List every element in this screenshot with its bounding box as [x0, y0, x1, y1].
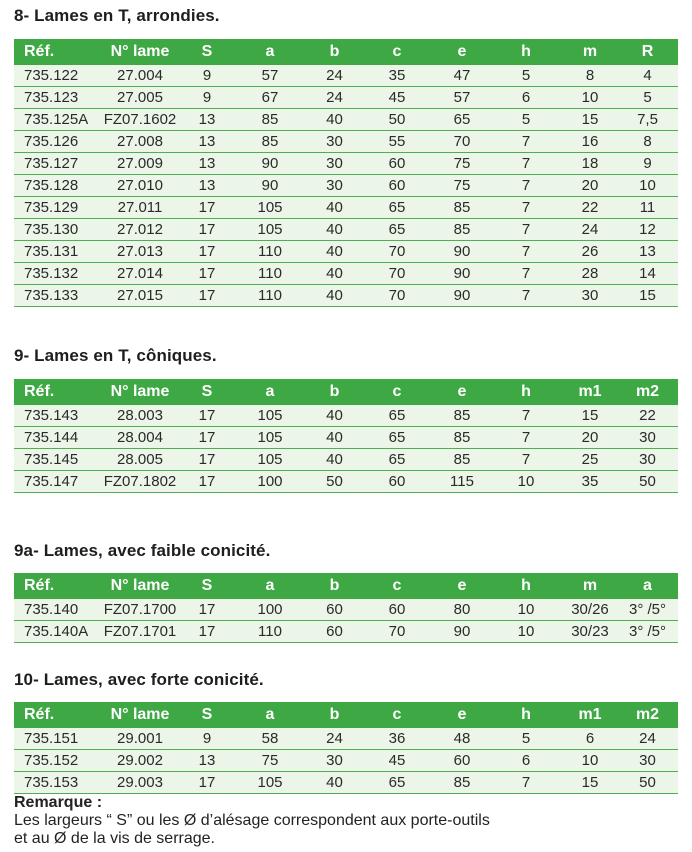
- table-cell: 90: [435, 263, 489, 285]
- table-cell: 7: [489, 405, 563, 427]
- table-cell: 9: [617, 153, 678, 175]
- table-cell: 735.145: [14, 449, 96, 471]
- column-header: e: [457, 577, 467, 594]
- table-cell: 60: [359, 471, 435, 493]
- table-cell: 10: [563, 750, 617, 772]
- table-section-9: [14, 379, 678, 493]
- table-cell: 13: [184, 109, 230, 131]
- table-cell: 10: [617, 175, 678, 197]
- column-header: R: [641, 43, 654, 60]
- table-cell: 90: [435, 621, 489, 643]
- table-cell: 22: [617, 405, 678, 427]
- column-header: N° lame: [110, 706, 170, 723]
- table-cell: 57: [435, 87, 489, 109]
- column-header: N° lame: [110, 43, 170, 60]
- table-cell: 60: [435, 750, 489, 772]
- table-cell: 85: [435, 197, 489, 219]
- section-title: 9a- Lames, avec faible conicité.: [14, 541, 271, 560]
- table-cell: 7: [489, 427, 563, 449]
- table-cell: 13: [184, 750, 230, 772]
- table-row: [14, 728, 678, 750]
- table-cell: 28: [563, 263, 617, 285]
- column-header: b: [329, 43, 340, 60]
- table-cell: 10: [489, 599, 563, 621]
- table-cell: 27.004: [96, 65, 184, 87]
- column-header: N° lame: [110, 383, 170, 400]
- table-cell: 17: [184, 285, 230, 307]
- column-header: e: [457, 706, 467, 723]
- table-cell: 5: [489, 65, 563, 87]
- remark-line: et au Ø de la vis de serrage.: [14, 830, 215, 847]
- table-cell: 40: [310, 405, 359, 427]
- remark-title: Remarque :: [14, 794, 103, 811]
- table-cell: 75: [230, 750, 310, 772]
- column-header: a: [265, 43, 275, 60]
- table-cell: 70: [359, 263, 435, 285]
- table-cell: 30: [617, 427, 678, 449]
- table-cell: 7: [489, 241, 563, 263]
- table-cell: 15: [617, 285, 678, 307]
- table-cell: 17: [184, 599, 230, 621]
- table-cell: 40: [310, 109, 359, 131]
- table-cell: 29.002: [96, 750, 184, 772]
- table-cell: 9: [184, 728, 230, 750]
- table-cell: 65: [359, 405, 435, 427]
- table-cell: 65: [359, 449, 435, 471]
- table-cell: 85: [230, 131, 310, 153]
- table-row: [14, 405, 678, 427]
- table-cell: 65: [359, 427, 435, 449]
- table-cell: 40: [310, 219, 359, 241]
- table-cell: 7: [489, 153, 563, 175]
- table-cell: 65: [359, 197, 435, 219]
- table-cell: 24: [310, 65, 359, 87]
- table-cell: 6: [489, 750, 563, 772]
- column-header: h: [521, 577, 531, 594]
- table-cell: 105: [230, 405, 310, 427]
- table-cell: 15: [563, 109, 617, 131]
- table-cell: 12: [617, 219, 678, 241]
- table-header-row: [14, 39, 678, 65]
- table-cell: 100: [230, 471, 310, 493]
- table-cell: 7,5: [617, 109, 678, 131]
- column-header: S: [201, 43, 213, 60]
- table-cell: 27.010: [96, 175, 184, 197]
- table-cell: 27.013: [96, 241, 184, 263]
- table-cell: 735.131: [14, 241, 96, 263]
- table-cell: 30: [310, 750, 359, 772]
- table-cell: 85: [230, 109, 310, 131]
- table-row: [14, 109, 678, 131]
- table-cell: 40: [310, 197, 359, 219]
- section-title: 9- Lames en T, côniques.: [14, 346, 217, 365]
- table-row: [14, 153, 678, 175]
- table-cell: 3° /5°: [617, 599, 678, 621]
- table-cell: 735.125A: [14, 109, 96, 131]
- table-cell: 50: [617, 772, 678, 794]
- column-header: b: [329, 577, 340, 594]
- table-cell: FZ07.1701: [96, 621, 184, 643]
- table-row: [14, 219, 678, 241]
- table-cell: 735.122: [14, 65, 96, 87]
- column-header: S: [201, 706, 213, 723]
- table-row: [14, 131, 678, 153]
- table-cell: 24: [563, 219, 617, 241]
- table-cell: 70: [359, 285, 435, 307]
- section-title: 10- Lames, avec forte conicité.: [14, 670, 264, 689]
- table-cell: 24: [310, 87, 359, 109]
- table-row: [14, 263, 678, 285]
- table-cell: 60: [310, 621, 359, 643]
- table-cell: 27.012: [96, 219, 184, 241]
- table-cell: 110: [230, 621, 310, 643]
- table-cell: 27.009: [96, 153, 184, 175]
- table-cell: 7: [489, 175, 563, 197]
- table-cell: 50: [310, 471, 359, 493]
- table-cell: 40: [310, 285, 359, 307]
- table-cell: 735.147: [14, 471, 96, 493]
- column-header: S: [201, 577, 213, 594]
- table-cell: 29.001: [96, 728, 184, 750]
- table-cell: 10: [563, 87, 617, 109]
- table-cell: 17: [184, 449, 230, 471]
- table-cell: 8: [563, 65, 617, 87]
- table-cell: 24: [617, 728, 678, 750]
- table-cell: 30: [310, 175, 359, 197]
- table-cell: 17: [184, 427, 230, 449]
- column-header: m1: [578, 706, 602, 723]
- table-cell: 40: [310, 241, 359, 263]
- data-table: [14, 702, 678, 794]
- table-row: [14, 65, 678, 87]
- table-cell: 735.129: [14, 197, 96, 219]
- column-header: Réf.: [24, 577, 55, 594]
- table-cell: 70: [359, 241, 435, 263]
- table-cell: 47: [435, 65, 489, 87]
- table-cell: 735.133: [14, 285, 96, 307]
- table-row: [14, 621, 678, 643]
- table-cell: 735.132: [14, 263, 96, 285]
- table-cell: 70: [359, 621, 435, 643]
- table-row: [14, 241, 678, 263]
- column-header: m: [582, 577, 598, 594]
- table-cell: FZ07.1802: [96, 471, 184, 493]
- table-cell: 20: [563, 175, 617, 197]
- table-cell: 735.143: [14, 405, 96, 427]
- table-cell: 45: [359, 750, 435, 772]
- table-cell: 110: [230, 241, 310, 263]
- table-cell: 85: [435, 427, 489, 449]
- table-row: [14, 599, 678, 621]
- table-row: [14, 87, 678, 109]
- table-cell: 36: [359, 728, 435, 750]
- table-cell: 27.005: [96, 87, 184, 109]
- table-cell: 10: [489, 471, 563, 493]
- column-header: m: [582, 43, 598, 60]
- column-header: c: [392, 577, 402, 594]
- table-cell: 30: [310, 153, 359, 175]
- table-cell: 735.153: [14, 772, 96, 794]
- column-header: c: [392, 383, 402, 400]
- table-cell: 30/23: [563, 621, 617, 643]
- table-cell: 105: [230, 449, 310, 471]
- column-header: c: [392, 706, 402, 723]
- table-cell: 40: [310, 427, 359, 449]
- table-cell: 735.140A: [14, 621, 96, 643]
- table-cell: 90: [230, 153, 310, 175]
- table-cell: 90: [435, 241, 489, 263]
- column-header: a: [265, 383, 275, 400]
- table-cell: 735.128: [14, 175, 96, 197]
- table-cell: 75: [435, 153, 489, 175]
- table-header-row: [14, 573, 678, 599]
- table-header-row: [14, 702, 678, 728]
- table-cell: 735.123: [14, 87, 96, 109]
- table-cell: 26: [563, 241, 617, 263]
- table-cell: 105: [230, 772, 310, 794]
- table-cell: 17: [184, 772, 230, 794]
- column-header: N° lame: [110, 577, 170, 594]
- table-cell: 110: [230, 263, 310, 285]
- table-cell: 28.004: [96, 427, 184, 449]
- table-section-10: [14, 702, 678, 794]
- table-cell: 57: [230, 65, 310, 87]
- table-cell: 5: [489, 728, 563, 750]
- table-cell: 65: [359, 219, 435, 241]
- table-cell: 35: [359, 65, 435, 87]
- table-cell: 28.003: [96, 405, 184, 427]
- table-cell: 735.144: [14, 427, 96, 449]
- table-cell: 7: [489, 131, 563, 153]
- table-cell: 85: [435, 449, 489, 471]
- column-header: a: [265, 706, 275, 723]
- table-cell: 14: [617, 263, 678, 285]
- table-cell: 4: [617, 65, 678, 87]
- table-cell: 17: [184, 263, 230, 285]
- table-cell: 6: [489, 87, 563, 109]
- table-cell: 60: [359, 599, 435, 621]
- table-cell: 6: [563, 728, 617, 750]
- column-header: h: [521, 43, 531, 60]
- data-table: [14, 379, 678, 493]
- table-cell: 28.005: [96, 449, 184, 471]
- table-cell: 48: [435, 728, 489, 750]
- table-cell: 35: [563, 471, 617, 493]
- table-row: [14, 449, 678, 471]
- column-header: Réf.: [24, 43, 55, 60]
- table-cell: 40: [310, 449, 359, 471]
- column-header: e: [457, 383, 467, 400]
- table-cell: 85: [435, 405, 489, 427]
- remark-line: Les largeurs “ S” ou les Ø d’alésage correspondent aux porte-outils: [14, 812, 490, 829]
- table-cell: 15: [563, 772, 617, 794]
- table-cell: 105: [230, 427, 310, 449]
- column-header: m1: [578, 383, 602, 400]
- table-row: [14, 750, 678, 772]
- table-cell: 735.127: [14, 153, 96, 175]
- table-cell: 13: [184, 131, 230, 153]
- column-header: S: [201, 383, 213, 400]
- table-cell: 3° /5°: [617, 621, 678, 643]
- table-row: [14, 772, 678, 794]
- table-cell: 100: [230, 599, 310, 621]
- table-cell: 13: [184, 153, 230, 175]
- table-cell: 115: [435, 471, 489, 493]
- column-header: b: [329, 706, 340, 723]
- table-cell: 75: [435, 175, 489, 197]
- table-cell: 13: [617, 241, 678, 263]
- table-cell: 17: [184, 405, 230, 427]
- table-cell: 105: [230, 197, 310, 219]
- table-cell: 27.014: [96, 263, 184, 285]
- table-cell: 15: [563, 405, 617, 427]
- table-cell: 60: [310, 599, 359, 621]
- table-cell: 90: [230, 175, 310, 197]
- table-cell: 80: [435, 599, 489, 621]
- column-header: h: [521, 383, 531, 400]
- table-cell: 30/26: [563, 599, 617, 621]
- table-cell: 735.152: [14, 750, 96, 772]
- table-cell: 17: [184, 197, 230, 219]
- table-cell: 90: [435, 285, 489, 307]
- table-header-row: [14, 379, 678, 405]
- table-cell: 67: [230, 87, 310, 109]
- table-cell: 58: [230, 728, 310, 750]
- table-cell: 17: [184, 471, 230, 493]
- column-header: Réf.: [24, 706, 55, 723]
- table-cell: 65: [359, 772, 435, 794]
- table-cell: 17: [184, 241, 230, 263]
- table-cell: 30: [563, 285, 617, 307]
- table-cell: 17: [184, 219, 230, 241]
- table-cell: 7: [489, 197, 563, 219]
- table-row: [14, 427, 678, 449]
- table-cell: 27.015: [96, 285, 184, 307]
- table-cell: 7: [489, 772, 563, 794]
- table-cell: 9: [184, 87, 230, 109]
- table-cell: 45: [359, 87, 435, 109]
- table-cell: 18: [563, 153, 617, 175]
- column-header: e: [457, 43, 467, 60]
- table-row: [14, 471, 678, 493]
- table-cell: 22: [563, 197, 617, 219]
- column-header: Réf.: [24, 383, 55, 400]
- table-cell: 105: [230, 219, 310, 241]
- table-cell: 27.011: [96, 197, 184, 219]
- data-table: [14, 39, 678, 307]
- table-cell: 55: [359, 131, 435, 153]
- column-header: c: [392, 43, 402, 60]
- table-cell: 50: [359, 109, 435, 131]
- table-cell: 5: [489, 109, 563, 131]
- table-cell: 85: [435, 772, 489, 794]
- table-cell: 735.140: [14, 599, 96, 621]
- column-header: a: [265, 577, 275, 594]
- table-cell: 735.126: [14, 131, 96, 153]
- column-header: a: [643, 577, 652, 594]
- column-header: m2: [635, 706, 660, 723]
- table-cell: FZ07.1602: [96, 109, 184, 131]
- table-cell: 30: [310, 131, 359, 153]
- table-cell: 24: [310, 728, 359, 750]
- column-header: b: [329, 383, 340, 400]
- table-cell: 50: [617, 471, 678, 493]
- table-cell: 85: [435, 219, 489, 241]
- table-cell: 40: [310, 772, 359, 794]
- remark-note: [14, 794, 490, 848]
- table-cell: 7: [489, 285, 563, 307]
- table-cell: 29.003: [96, 772, 184, 794]
- table-cell: 25: [563, 449, 617, 471]
- table-row: [14, 285, 678, 307]
- table-cell: 13: [184, 175, 230, 197]
- table-row: [14, 175, 678, 197]
- table-cell: 7: [489, 263, 563, 285]
- table-cell: 110: [230, 285, 310, 307]
- table-cell: 60: [359, 153, 435, 175]
- table-row: [14, 197, 678, 219]
- table-cell: 735.130: [14, 219, 96, 241]
- table-cell: 30: [617, 449, 678, 471]
- table-cell: 27.008: [96, 131, 184, 153]
- table-cell: 11: [617, 197, 678, 219]
- table-cell: 30: [617, 750, 678, 772]
- table-cell: 8: [617, 131, 678, 153]
- table-cell: 20: [563, 427, 617, 449]
- table-cell: 10: [489, 621, 563, 643]
- table-cell: 7: [489, 219, 563, 241]
- table-cell: 735.151: [14, 728, 96, 750]
- table-cell: 17: [184, 621, 230, 643]
- table-section-8: [14, 39, 678, 307]
- table-cell: FZ07.1700: [96, 599, 184, 621]
- table-cell: 5: [617, 87, 678, 109]
- table-cell: 40: [310, 263, 359, 285]
- section-title: 8- Lames en T, arrondies.: [14, 6, 220, 25]
- data-table: [14, 573, 678, 643]
- table-cell: 60: [359, 175, 435, 197]
- table-cell: 7: [489, 449, 563, 471]
- table-cell: 16: [563, 131, 617, 153]
- table-cell: 70: [435, 131, 489, 153]
- column-header: m2: [635, 383, 660, 400]
- column-header: h: [521, 706, 531, 723]
- table-cell: 9: [184, 65, 230, 87]
- table-cell: 65: [435, 109, 489, 131]
- table-section-9a: [14, 573, 678, 643]
